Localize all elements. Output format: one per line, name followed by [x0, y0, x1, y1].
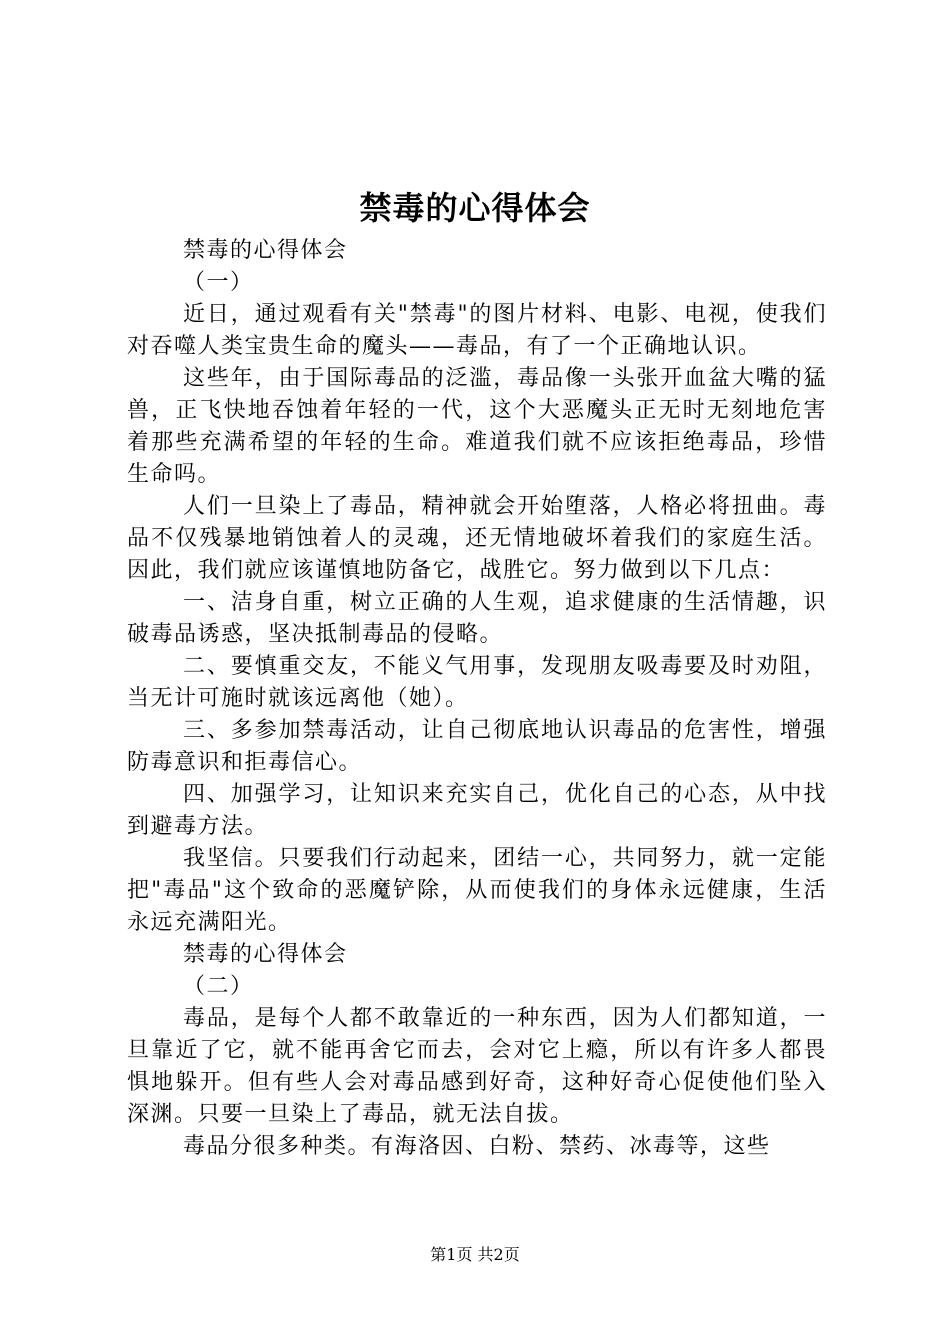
page-footer: 第1页 共2页: [430, 1245, 520, 1264]
section-heading: 禁毒的心得体会: [183, 942, 348, 967]
section-heading: 禁毒的心得体会: [183, 238, 348, 263]
document-title: 禁毒的心得体会: [359, 189, 591, 227]
paragraph: 这些年，由于国际毒品的泛滥，毒品像一头张开血盆大嘴的猛兽，正飞快地吞蚀着年轻的一代，这个大恶魔头正无时无刻地危害着那些充满希望的年轻的生命。难道我们就不应该拒绝毒品，珍惜生命吗。: [127, 366, 827, 487]
document-body: [127, 235, 827, 1163]
paragraph: 我坚信。只要我们行动起来，团结一心，共同努力，就一定能把"毒品"这个致命的恶魔铲除，从而使我们的身体永远健康，生活永远充满阳光。: [127, 846, 827, 935]
paragraph: 近日，通过观看有关"禁毒"的图片材料、电影、电视，使我们对吞噬人类宝贵生命的魔头——毒品，有了一个正确地认识。: [127, 302, 827, 359]
paragraph: 三、多参加禁毒活动，让自己彻底地认识毒品的危害性，增强防毒意识和拒毒信心。: [127, 718, 827, 775]
paragraph: 人们一旦染上了毒品，精神就会开始堕落，人格必将扭曲。毒品不仅残暴地销蚀着人的灵魂，还无情地破坏着我们的家庭生活。因此，我们就应该谨慎地防备它，战胜它。努力做到以下几点：: [127, 494, 827, 583]
paragraph: 一、洁身自重，树立正确的人生观，追求健康的生活情趣，识破毒品诱惑，坚决抵制毒品的侵略。: [127, 590, 827, 647]
section-heading: （二）: [183, 974, 254, 999]
section-heading: （一）: [183, 270, 254, 295]
paragraph: 毒品分很多种类。有海洛因、白粉、禁药、冰毒等，这些: [183, 1134, 771, 1159]
paragraph: 毒品，是每个人都不敢靠近的一种东西，因为人们都知道，一旦靠近了它，就不能再舍它而去，会对它上瘾，所以有许多人都畏惧地躲开。但有些人会对毒品感到好奇，这种好奇心促使他们坠入深渊。只要一旦染上了毒品，就无法自拔。: [127, 1006, 827, 1127]
paragraph: 四、加强学习，让知识来充实自己，优化自己的心态，从中找到避毒方法。: [127, 782, 827, 839]
paragraph: 二、要慎重交友，不能义气用事，发现朋友吸毒要及时劝阻，当无计可施时就该远离他（她）。: [127, 654, 827, 711]
